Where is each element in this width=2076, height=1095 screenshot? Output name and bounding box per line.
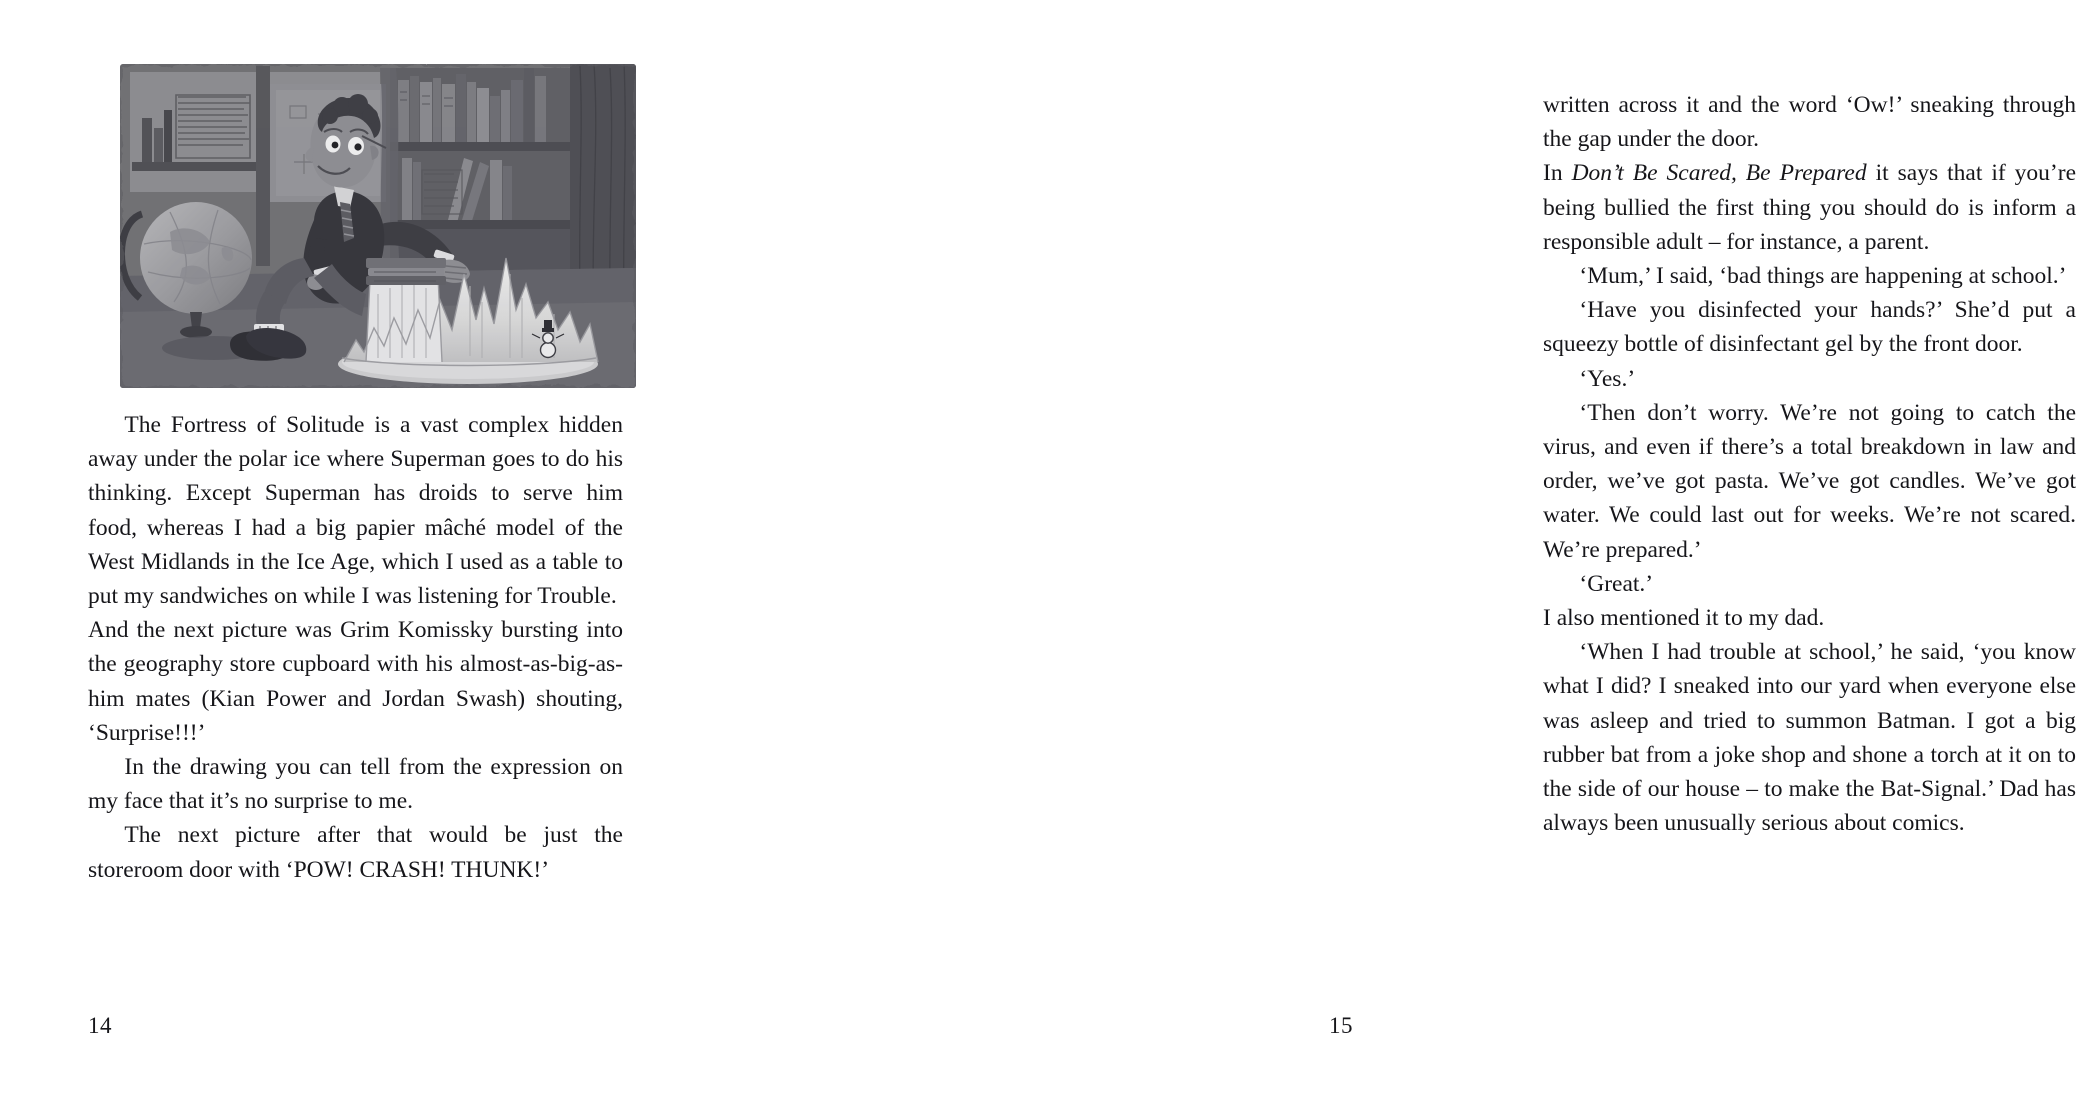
- globe-sphere: [140, 202, 252, 314]
- paragraph: ‘Then don’t worry. We’re not going to catch the virus, and even if there’s a total breakdown in law and order, we’ve got pasta. We’ve got candles. We’ve got water. We could last out for weeks. We’re not scared. We’re prepared.’: [1543, 399, 2076, 563]
- chapter-illustration: [118, 62, 638, 390]
- paragraph: The next picture after that would be just the storeroom door with ‘POW! CRASH! THUNK!’: [88, 822, 623, 883]
- door-jamb: [256, 66, 270, 266]
- paragraph: ‘Yes.’: [1579, 365, 1636, 392]
- paragraph: ‘Mum,’ I said, ‘bad things are happening at school.’: [1579, 263, 2067, 290]
- paragraph: written across it and the word ‘Ow!’ sneaking through the gap under the door.: [1543, 92, 2076, 153]
- shelf-box: [142, 118, 152, 162]
- shelf-plank: [390, 142, 570, 151]
- page-number-left: 14: [88, 1013, 112, 1038]
- globe-neck: [190, 312, 202, 328]
- paragraph: ‘Great.’: [1579, 570, 1654, 597]
- shelf-box: [164, 110, 172, 162]
- text-before-title: In: [1543, 160, 1572, 187]
- paragraph: ‘When I had trouble at school,’ he said, ‘you know what I did? I sneaked into our yard when everyone else was asleep and tried to summon Batman. I got a big rubber bat from a joke shop and shone a torch at it on to the side of our house – to make the Bat-Signal.’ Dad has always been unusually serious about comics.: [1543, 639, 2076, 837]
- paragraph: The Fortress of Solitude is a vast complex hidden away under the polar ice where Superman goes to do his thinking. Except Superman has droids to serve him food, whereas I had a big papier mâché model of the West Midlands in the Ice Age, which I used as a table to put my sandwiches on while I was listening for Trouble.: [88, 412, 623, 610]
- text-after-title: it says that if you’re being bullied the first thing you should do is inform a responsible adult – for instance, a parent.: [1543, 160, 2076, 255]
- book-title-italic: Don’t Be Scared, Be Prepared: [1571, 160, 1867, 187]
- shelf-box: [154, 128, 163, 162]
- right-text-column: [1543, 88, 2076, 840]
- right-page: [723, 0, 2076, 1095]
- paragraph: ‘Have you disinfected your hands?’ She’d put a squeezy bottle of disinfectant gel by the front door.: [1543, 297, 2076, 358]
- shelf-ledge: [132, 162, 260, 171]
- illustration-svg: [118, 62, 638, 390]
- paragraph: I also mentioned it to my dad.: [1543, 605, 1825, 632]
- paragraph-with-book-title: [1543, 156, 2076, 259]
- left-text-column: [88, 408, 623, 887]
- paragraph: In the drawing you can tell from the expression on my face that it’s no surprise to me.: [88, 754, 623, 815]
- sandwich-stack: [366, 258, 446, 285]
- paragraph: And the next picture was Grim Komissky bursting into the geography store cupboard with his almost-as-big-as-him mates (Kian Power and Jordan Swash) shouting, ‘Surprise!!!’: [88, 617, 623, 746]
- left-page: [0, 0, 722, 1095]
- page-number-right: 15: [1329, 1013, 1353, 1038]
